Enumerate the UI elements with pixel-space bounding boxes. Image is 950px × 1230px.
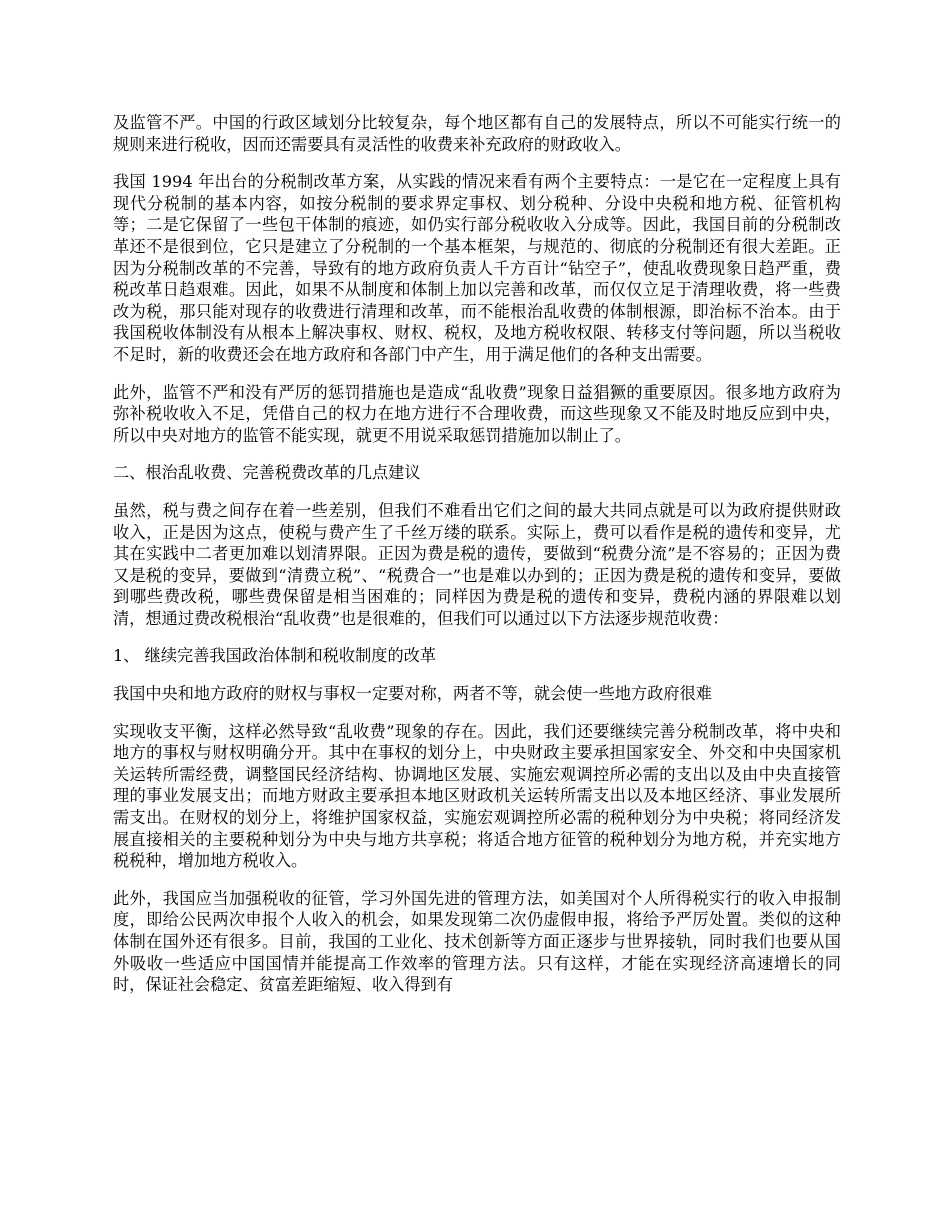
paragraph-3: 此外，监管不严和没有严厉的惩罚措施也是造成“乱收费”现象日益猖獗的重要原因。很多地方政府为弥补税收收入不足，凭借自己的权力在地方进行不合理收费，而这些现象又不能及时地反应到中央，所以中央对地方的监管不能实现，就更不用说采取惩罚措施加以制止了。 xyxy=(113,382,841,445)
document-page xyxy=(113,112,841,996)
paragraph-7: 此外，我国应当加强税收的征管，学习外国先进的管理方法，如美国对个人所得税实行的收入申报制度，即给公民两次申报个人收入的机会，如果发现第二次仍虚假申报，将给予严厉处置。类似的这种体制在国外还有很多。目前，我国的工业化、技术创新等方面正逐步与世界接轨，同时我们也要从国外吸收一些适应中国国情并能提高工作效率的管理方法。只有这样，才能在实现经济高速增长的同时，保证社会稳定、贫富差距缩短、收入得到有 xyxy=(113,888,841,995)
paragraph-4: 虽然，税与费之间存在着一些差别，但我们不难看出它们之间的最大共同点就是可以为政府提供财政收入，正是因为这点，使税与费产生了千丝万缕的联系。实际上，费可以看作是税的遗传和变异，尤其在实践中二者更加难以划清界限。正因为费是税的遗传，要做到“税费分流”是不容易的；正因为费又是税的变异，要做到“清费立税”、“税费合一”也是难以办到的；正因为费是税的遗传和变异，要做到哪些费改税，哪些费保留是相当困难的；同样因为费是税的遗传和变异，费税内涵的界限难以划清，想通过费改税根治“乱收费”也是很难的，但我们可以通过以下方法逐步规范收费： xyxy=(113,500,841,628)
paragraph-6: 实现收支平衡，这样必然导致“乱收费”现象的存在。因此，我们还要继续完善分税制改革，将中央和地方的事权与财权明确分开。其中在事权的划分上，中央财政主要承担国家安全、外交和中央国家机关运转所需经费，调整国民经济结构、协调地区发展、实施宏观调控所必需的支出以及由中央直接管理的事业发展支出；而地方财政主要承担本地区财政机关运转所需支出以及本地区经济、事业发展所需支出。在财权的划分上，将维护国家权益，实施宏观调控所必需的税种划分为中央税；将同经济发展直接相关的主要税种划分为中央与地方共享税；将适合地方征管的税种划分为地方税，并充实地方税税种，增加地方税收入。 xyxy=(113,721,841,871)
paragraph-5: 我国中央和地方政府的财权与事权一定要对称，两者不等，就会使一些地方政府很难 xyxy=(113,684,712,704)
section-heading: 二、根治乱收费、完善税费改革的几点建议 xyxy=(113,463,421,483)
paragraph-1: 及监管不严。中国的行政区域划分比较复杂，每个地区都有自己的发展特点，所以不可能实行统一的规则来进行税收，因而还需要具有灵活性的收费来补充政府的财政收入。 xyxy=(113,113,841,154)
subsection-heading: 1、 继续完善我国政治体制和税收制度的改革 xyxy=(113,646,437,666)
paragraph-2: 我国 1994 年出台的分税制改革方案，从实践的情况来看有两个主要特点：一是它在一定程度上具有现代分税制的基本内容，如按分税制的要求界定事权、划分税种、分设中央税和地方税、征管机构等；二是它保留了一些包干体制的痕迹，如仍实行部分税收收入分成等。因此，我国目前的分税制改革还不是很到位，它只是建立了分税制的一个基本框架，与规范的、彻底的分税制还有很大差距。正因为分税制改革的不完善，导致有的地方政府负责人千方百计“钻空子”，使乱收费现象日趋严重，费税改革日趋艰难。因此，如果不从制度和体制上加以完善和改革，而仅仅立足于清理收费，将一些费改为税，那只能对现存的收费进行清理和改革，而不能根治乱收费的体制根源，即治标不治本。由于我国税收体制没有从根本上解决事权、财权、税权，及地方税收权限、转移支付等问题，所以当税收不足时，新的收费还会在地方政府和各部门中产生，用于满足他们的各种支出需要。 xyxy=(113,172,841,364)
